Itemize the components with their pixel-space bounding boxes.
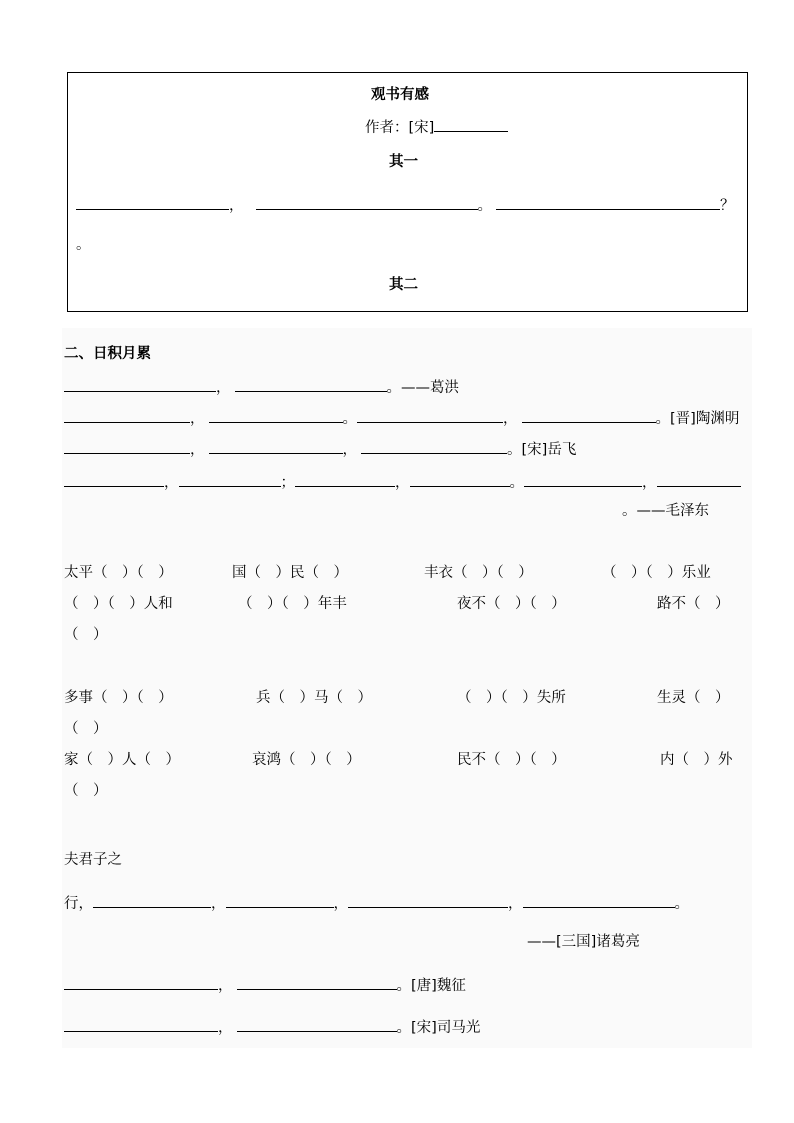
idiom: （ ）（ ）乐业 <box>602 565 711 581</box>
semicolon: ； <box>280 475 295 491</box>
fill-blank[interactable] <box>64 472 164 487</box>
period: 。 <box>477 198 492 214</box>
attribution: [唐]魏征 <box>411 978 466 994</box>
fill-blank[interactable] <box>76 195 229 210</box>
fill-blank[interactable] <box>348 893 508 908</box>
quote-line-tao <box>64 408 739 428</box>
fill-blank[interactable] <box>64 1017 218 1032</box>
quote-line-yuefei <box>64 439 576 459</box>
attribution: ——毛泽东 <box>636 503 709 519</box>
fill-blank[interactable] <box>209 439 343 454</box>
period: 。 <box>342 411 357 427</box>
idiom: 民不（ ）（ ） <box>457 752 566 768</box>
fill-blank[interactable] <box>93 893 211 908</box>
poem-title: 观书有感 <box>371 87 429 103</box>
fill-blank[interactable] <box>522 408 656 423</box>
comma: ， <box>164 475 179 491</box>
comma: ， <box>218 978 233 994</box>
comma: ， <box>342 442 357 458</box>
idiom: 丰衣（ ）（ ） <box>424 565 533 581</box>
idiom-continuation: （ ） <box>64 627 108 643</box>
fill-blank[interactable] <box>357 408 503 423</box>
idiom: 多事（ ）（ ） <box>64 690 173 706</box>
comma: ， <box>642 475 657 491</box>
attribution: ——葛洪 <box>401 380 459 396</box>
period: 。 <box>386 380 401 396</box>
fill-blank[interactable] <box>256 195 478 210</box>
period: 。 <box>509 475 524 491</box>
fill-blank[interactable] <box>496 195 720 210</box>
comma: ， <box>503 411 518 427</box>
fill-blank[interactable] <box>237 1017 397 1032</box>
part-one-heading: 其一 <box>389 154 418 170</box>
comma: ， <box>395 475 410 491</box>
period: 。 <box>674 896 689 912</box>
author-line <box>365 117 508 137</box>
idiom: 路不（ ） <box>657 596 730 612</box>
fill-blank[interactable] <box>64 439 190 454</box>
quote-line-weizheng <box>64 975 466 995</box>
fill-blank[interactable] <box>226 893 334 908</box>
quote-line-zhuge <box>64 893 689 913</box>
fill-blank[interactable] <box>524 472 642 487</box>
line-start: 行， <box>64 896 93 912</box>
idiom: 夜不（ ）（ ） <box>457 596 566 612</box>
fill-blank[interactable] <box>237 975 397 990</box>
shaded-area <box>62 328 752 1048</box>
idiom: 兵（ ）马（ ） <box>256 690 372 706</box>
idiom: （ ）（ ）年丰 <box>238 596 347 612</box>
idiom: 内（ ）外 <box>660 752 733 768</box>
author-label: 作者：[宋] <box>365 120 435 136</box>
quote-line-mao-end <box>622 502 709 520</box>
comma: ， <box>211 896 226 912</box>
fill-blank[interactable] <box>64 408 190 423</box>
fill-blank[interactable] <box>179 472 281 487</box>
period: 。 <box>655 411 670 427</box>
period: 。 <box>396 1020 411 1036</box>
fill-blank[interactable] <box>657 472 741 487</box>
fill-blank[interactable] <box>410 472 510 487</box>
period: 。 <box>622 503 637 519</box>
idiom: 家（ ）人（ ） <box>64 752 180 768</box>
question-mark: ？ <box>720 198 735 214</box>
period: 。 <box>396 978 411 994</box>
idiom-continuation: （ ） <box>64 721 108 737</box>
fill-blank[interactable] <box>523 893 675 908</box>
fill-blank[interactable] <box>361 439 507 454</box>
section-heading: 二、日积月累 <box>64 346 151 362</box>
poem-line-1 <box>76 195 735 215</box>
part-two-heading: 其二 <box>389 277 418 293</box>
quote-intro: 夫君子之 <box>64 852 122 868</box>
attribution: [宋]岳飞 <box>521 442 577 458</box>
idiom: 国（ ）民（ ） <box>232 565 348 581</box>
quote-line-gehong <box>64 377 459 397</box>
comma: ， <box>216 380 231 396</box>
comma: ， <box>190 411 205 427</box>
comma: ， <box>190 442 205 458</box>
quote-line-sima <box>64 1017 480 1037</box>
idiom: （ ）（ ）人和 <box>64 596 173 612</box>
period: 。 <box>507 442 522 458</box>
idiom-continuation: （ ） <box>64 783 108 799</box>
quote-line-mao <box>64 472 741 492</box>
fill-blank[interactable] <box>295 472 395 487</box>
comma: ， <box>333 896 348 912</box>
comma: ， <box>229 198 244 214</box>
attribution: [晋]陶渊明 <box>670 411 740 427</box>
author-blank[interactable] <box>434 117 508 132</box>
attribution: ——[三国]诸葛亮 <box>527 934 640 950</box>
fill-blank[interactable] <box>64 975 218 990</box>
attribution: [宋]司马光 <box>411 1020 481 1036</box>
fill-blank[interactable] <box>64 377 216 392</box>
fill-blank[interactable] <box>209 408 343 423</box>
comma: ， <box>508 896 523 912</box>
fill-blank[interactable] <box>235 377 387 392</box>
idiom: 太平（ ）（ ） <box>64 565 173 581</box>
idiom: 生灵（ ） <box>657 690 730 706</box>
idiom: 哀鸿（ ）（ ） <box>252 752 361 768</box>
comma: ， <box>218 1020 233 1036</box>
poem-line-2: 。 <box>76 237 91 253</box>
idiom: （ ）（ ）失所 <box>457 690 566 706</box>
